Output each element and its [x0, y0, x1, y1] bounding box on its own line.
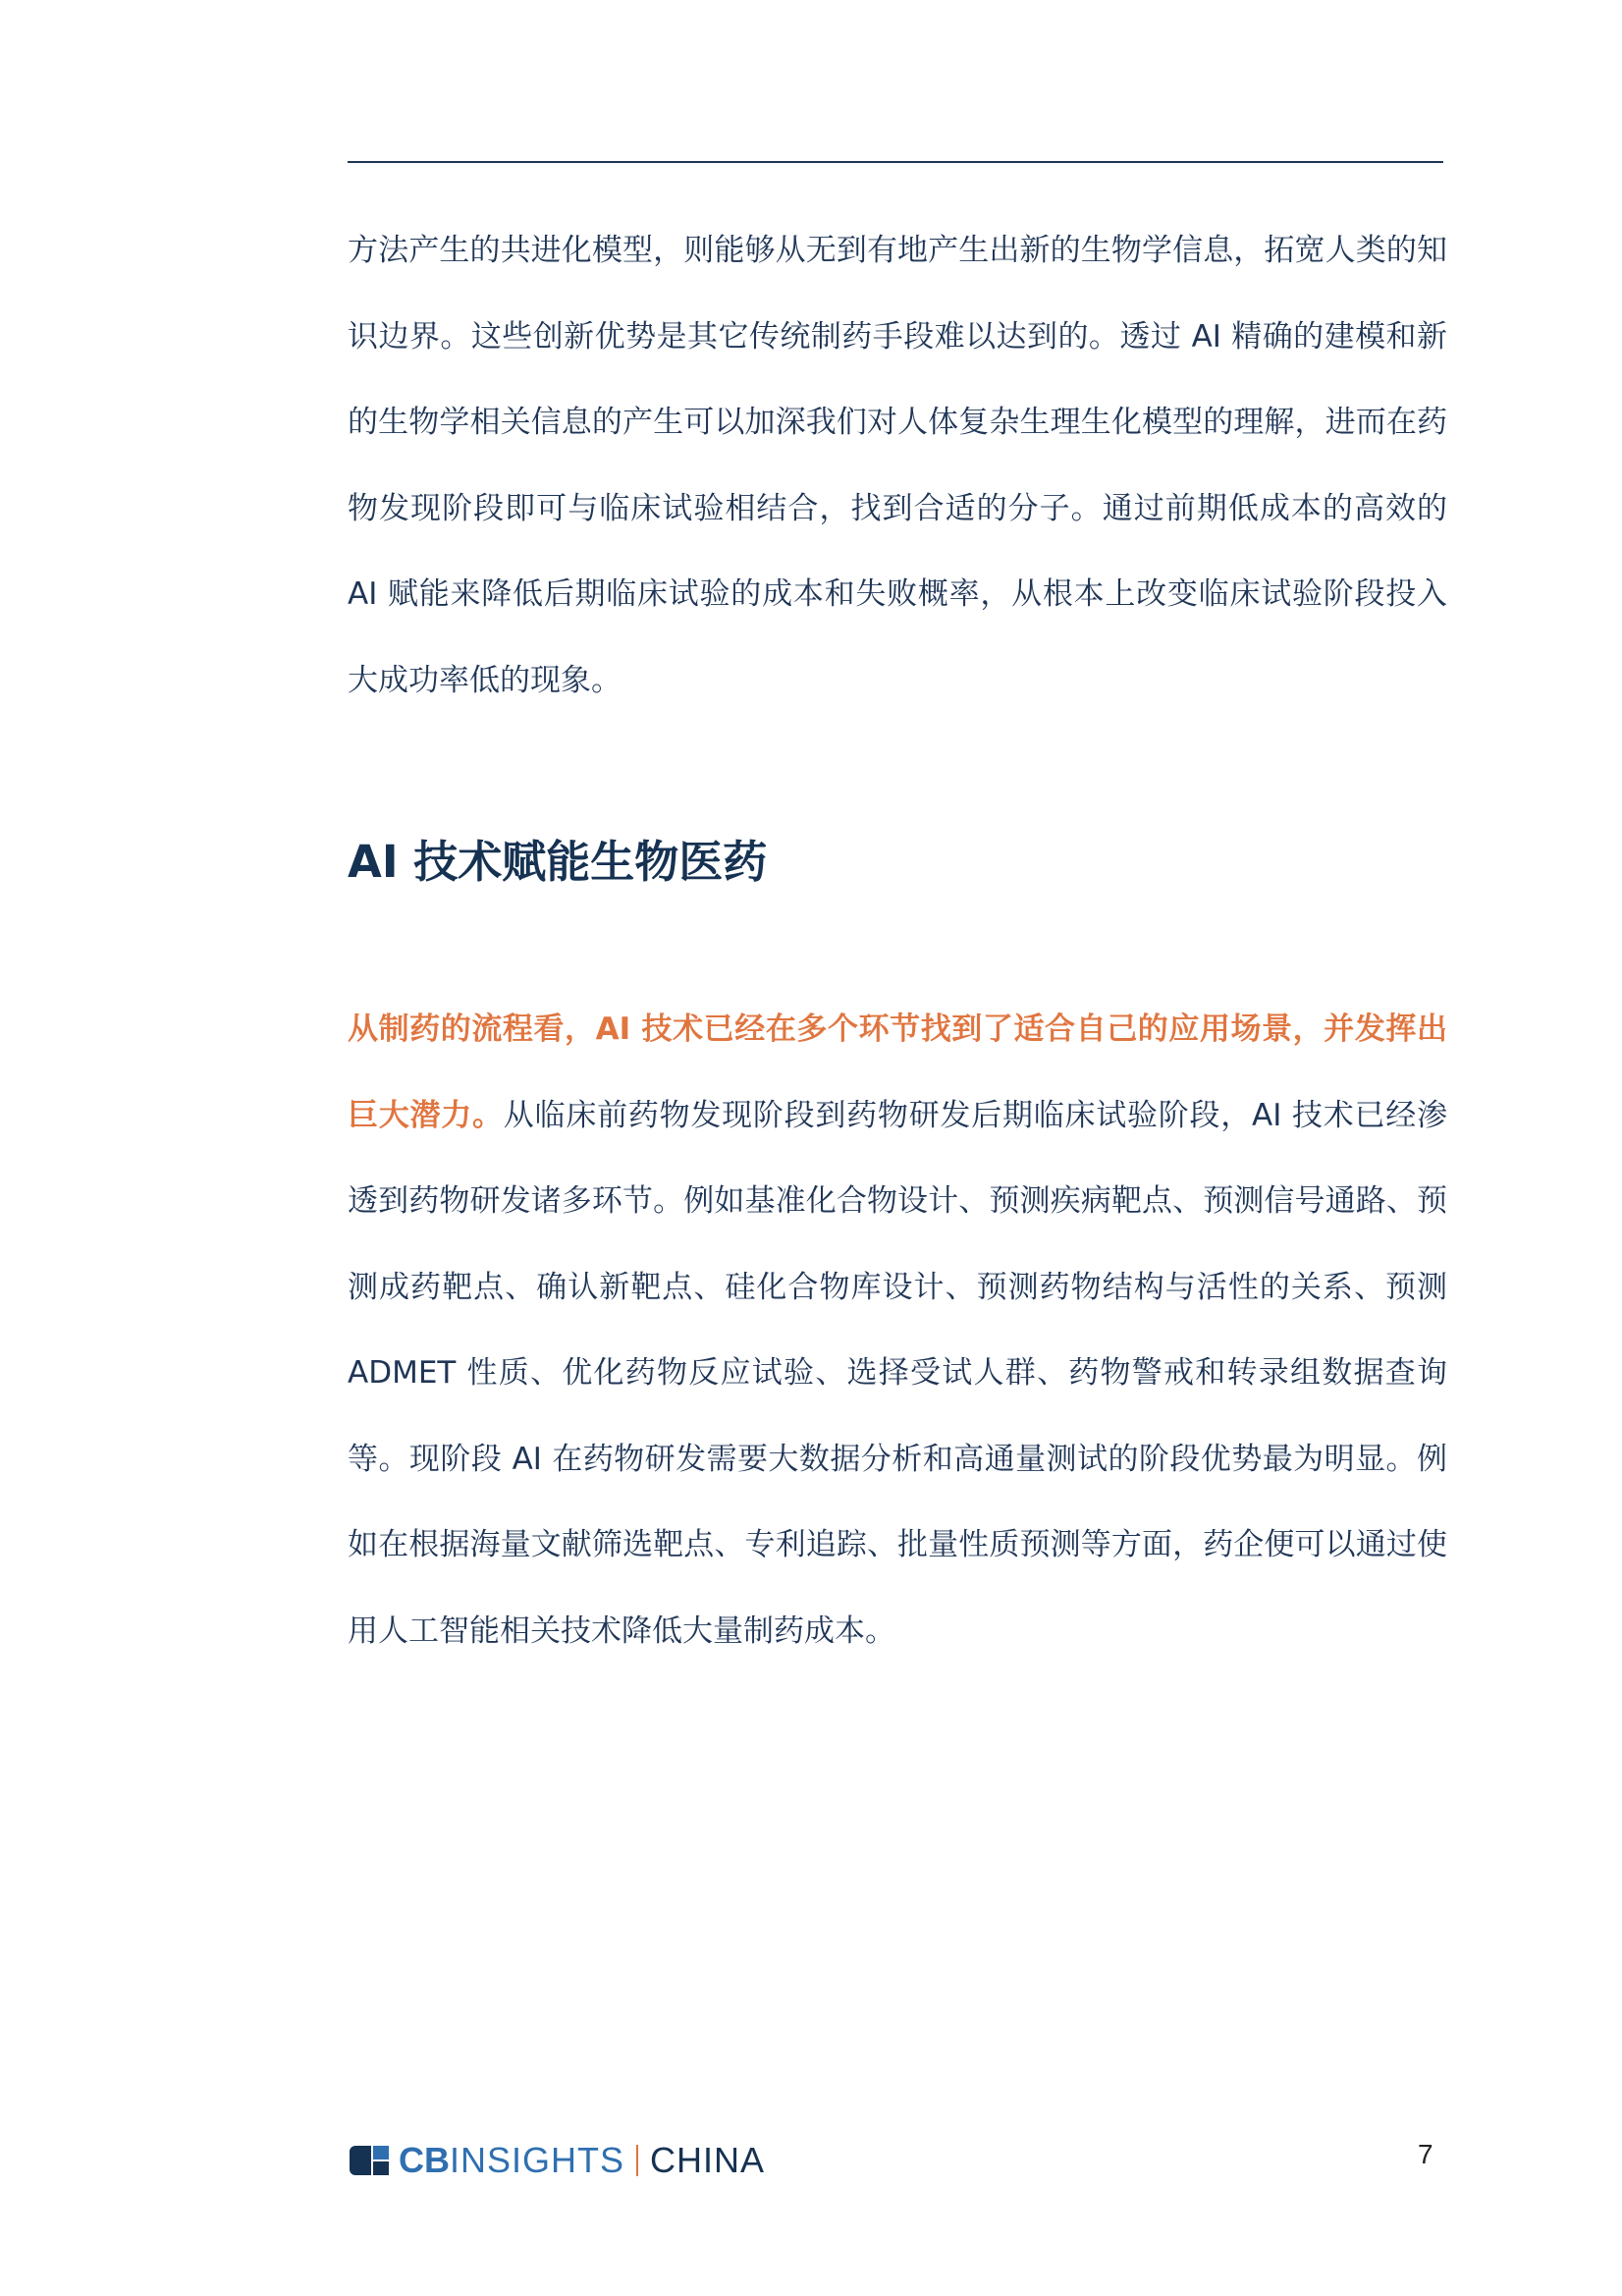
- logo-separator: [636, 2145, 638, 2176]
- intro-paragraph: 方法产生的共进化模型，则能够从无到有地产生出新的生物学信息，拓宽人类的知识边界。这些创新优势是其它传统制药手段难以达到的。透过 AI 精确的建模和新的生物学相关信息的产生可以加深我们对人体复杂生理生化模型的理解，进而在药物发现阶段即可与临床试验相结合，找到合适的分子。通过前期低成本的高效的 AI 赋能来降低后期临床试验的成本和失败概率，从根本上改变临床试验阶段投入大成功率低的现象。: [348, 233, 1447, 698]
- section-paragraph: [348, 987, 1447, 1674]
- page-number: 7: [1418, 2139, 1433, 2169]
- cbinsights-logo-icon: [350, 2146, 389, 2175]
- section-paragraph-text: 从临床前药物发现阶段到药物研发后期临床试验阶段，AI 技术已经渗透到药物研发诸多环节。例如基准化合物设计、预测疾病靶点、预测信号通路、预测成药靶点、确认新靶点、硅化合物库设计、预测药物结构与活性的关系、预测 ADMET 性质、优化药物反应试验、选择受试人群、药物警戒和转录组数据查询等。现阶段 AI 在药物研发需要大数据分析和高通量测试的阶段优势最为明显。例如在根据海量文献筛选靶点、专利追踪、批量性质预测等方面，药企便可以通过使用人工智能相关技术降低大量制药成本。: [348, 1097, 1448, 1649]
- section-highlight: 从制药的流程看，AI 技术已经在多个环节找到了适合自己的应用场景，并发挥出巨大潜力。: [348, 1011, 1447, 1133]
- section-heading: AI 技术赋能生物医药: [348, 836, 768, 888]
- logo-cb-text: CB: [399, 2140, 450, 2180]
- cbinsights-china-logo: [350, 2141, 765, 2180]
- logo-china-text: CHINA: [650, 2140, 766, 2180]
- page-content: [348, 208, 1447, 1674]
- header-rule: [348, 161, 1443, 163]
- logo-insights-text: INSIGHTS: [450, 2140, 625, 2180]
